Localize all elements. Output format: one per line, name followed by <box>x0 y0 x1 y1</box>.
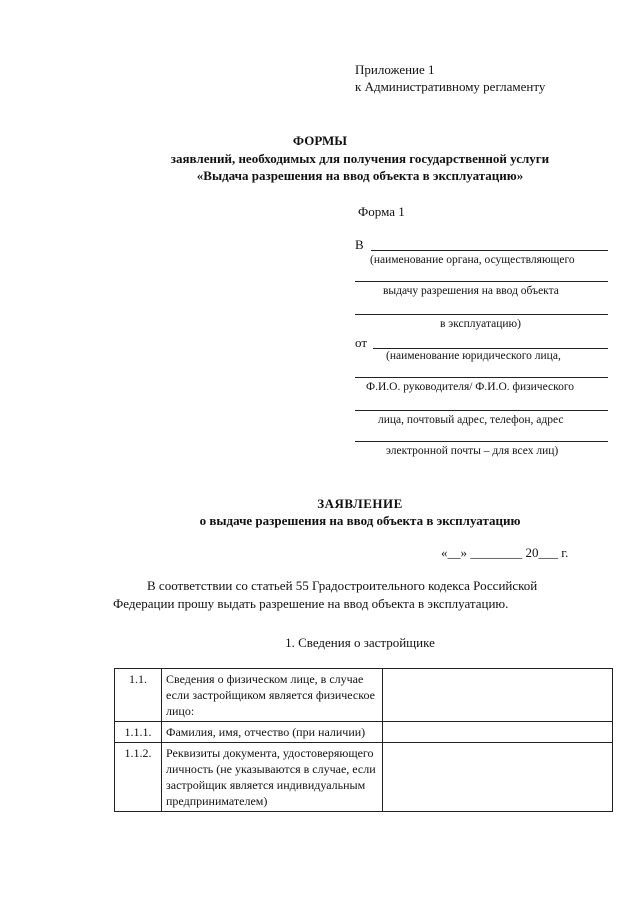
row-value-cell[interactable] <box>383 722 613 743</box>
row-number: 1.1.2. <box>115 743 162 812</box>
row-value-cell[interactable] <box>383 743 613 812</box>
table-row <box>115 669 613 722</box>
from-input-line[interactable] <box>373 348 608 349</box>
applicant-info-table <box>114 668 613 812</box>
table-row <box>115 722 613 743</box>
row-description: Реквизиты документа, удостоверяющего личность (не указываются в случае, если застройщик является индивидуальным предпринимателем) <box>162 743 383 812</box>
to-hint-1: (наименование органа, осуществляющего <box>370 254 575 266</box>
forms-subtitle-line-1: заявлений, необходимых для получения государственной услуги <box>170 151 550 166</box>
forms-title: ФОРМЫ <box>292 133 348 148</box>
form-label: Форма 1 <box>358 204 405 219</box>
from-hint-3: лица, почтовый адрес, телефон, адрес <box>378 414 564 426</box>
to-hint-3: в эксплуатацию) <box>440 318 521 330</box>
from-hint-4: электронной почты – для всех лиц) <box>386 445 559 457</box>
appendix-line-1: Приложение 1 <box>355 62 435 77</box>
from-hint-1: (наименование юридического лица, <box>386 350 561 362</box>
to-hint-2: выдачу разрешения на ввод объекта <box>383 285 559 297</box>
section-1-heading: 1. Сведения о застройщике <box>285 635 435 650</box>
table-row <box>115 743 613 812</box>
from-hint-2: Ф.И.О. руководителя/ Ф.И.О. физического <box>366 381 575 393</box>
forms-subtitle-line-2: «Выдача разрешения на ввод объекта в эксплуатацию» <box>196 168 524 183</box>
row-description: Фамилия, имя, отчество (при наличии) <box>162 722 383 743</box>
to-input-line-2[interactable] <box>355 281 608 282</box>
from-prefix: от <box>355 335 368 350</box>
body-text-line-2: Федерации прошу выдать разрешение на ввод объекта в эксплуатацию. <box>113 596 509 611</box>
to-input-line-3[interactable] <box>355 314 608 315</box>
appendix-line-2: к Административному регламенту <box>355 79 546 94</box>
date-line[interactable]: «__» ________ 20___ г. <box>441 545 569 560</box>
from-input-line-2[interactable] <box>355 377 608 378</box>
row-value-cell[interactable] <box>383 669 613 722</box>
row-description: Сведения о физическом лице, в случае если застройщиком является физическое лицо: <box>162 669 383 722</box>
application-title: ЗАЯВЛЕНИЕ <box>317 496 403 511</box>
from-input-line-4[interactable] <box>355 441 608 442</box>
body-text-line-1: В соответствии со статьей 55 Градостроительного кодекса Российской <box>147 578 538 593</box>
application-subtitle: о выдаче разрешения на ввод объекта в эксплуатацию <box>199 513 521 528</box>
to-input-line[interactable] <box>371 250 608 251</box>
row-number: 1.1. <box>115 669 162 722</box>
from-input-line-3[interactable] <box>355 410 608 411</box>
row-number: 1.1.1. <box>115 722 162 743</box>
to-prefix: В <box>355 237 364 252</box>
